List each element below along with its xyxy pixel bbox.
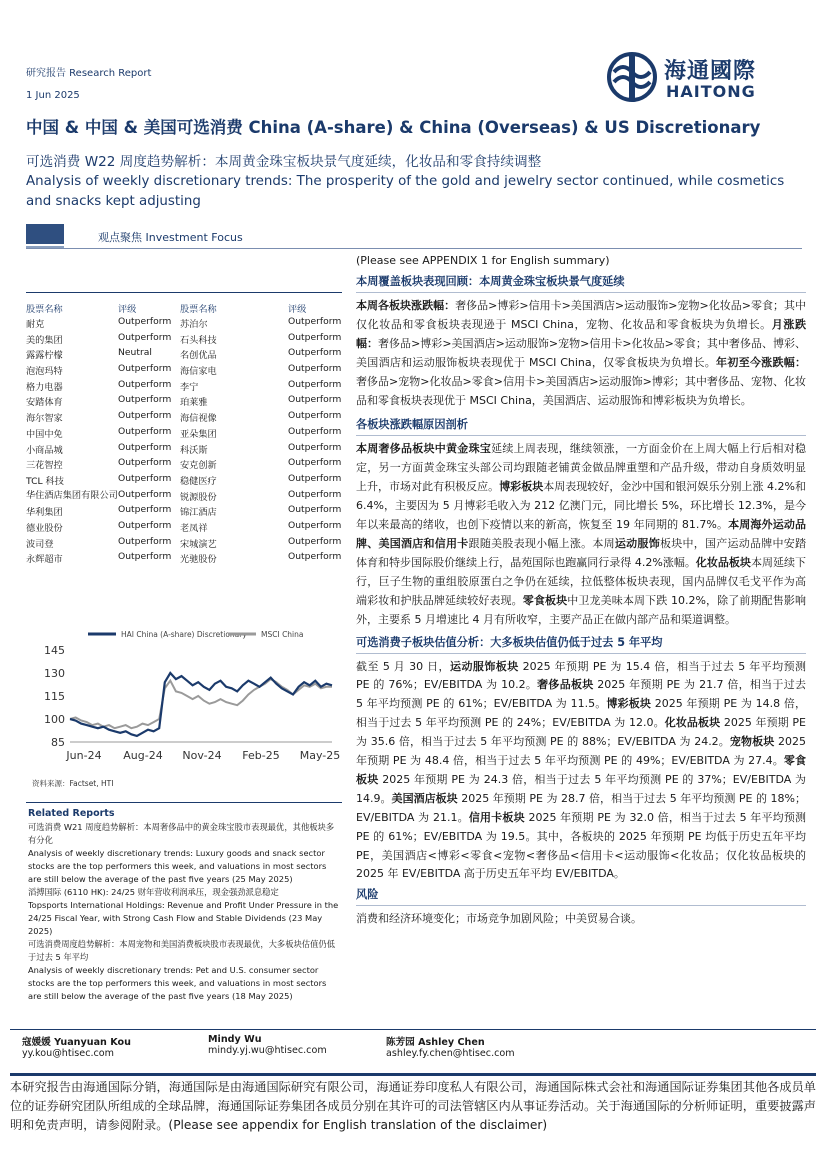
table-row [26,332,342,348]
focus-divider [26,248,802,249]
haitong-logo [606,52,771,102]
rating: Neutral [118,347,152,359]
author-block [386,1034,515,1059]
y-tick-label: 100 [44,713,65,726]
author-name: Mindy Wu [208,1034,262,1045]
stock-name: 小商品城 [26,444,63,456]
table-row [26,536,342,552]
valuation-paragraph [356,658,806,885]
rating: Outperform [118,457,172,469]
text: 奢侈品>宠物>化妆品>零食>信用卡>美国酒店>运动服饰>博彩；其中奢侈品、宠物、化妆品和零食板块表现优于 MSCI China，美国酒店、运动服饰和博彩板块为负增长。 [356,374,806,407]
stock-name: 光驰股份 [180,554,217,566]
stock-name: 泡泡玛特 [26,366,63,378]
author-name: 陈芳园 Ashley Chen [386,1037,485,1048]
author-email[interactable]: mindy.yj.wu@htisec.com [208,1045,327,1056]
stock-name: 三花智控 [26,460,63,472]
text: 板块中，国产运动品牌中安踏体育和特步国际股价继续上行，晶苑国际也跑赢同行录得 4.2%涨幅。 [356,536,807,569]
y-tick-label: 85 [51,736,65,749]
rating: Outperform [288,488,342,500]
stock-name: 老凤祥 [180,522,208,534]
x-tick-label: Nov-24 [182,749,222,762]
text: 2025 年预期 PE 为 21.7 倍，相当于过去 5 年平均预测 PE 的 61%；EV/EBITDA 为 11.5。 [356,678,806,711]
table-row [26,442,342,458]
section-heading-risk: 风险 [356,888,379,902]
bold-lead: 本周奢侈品板块中黄金珠宝 [356,442,492,456]
rating: Outperform [118,394,172,406]
stock-name: 李宁 [180,381,199,393]
bold-lead: 运动服饰 [614,536,660,550]
rating: Outperform [288,347,342,359]
stock-name: 亚朵集团 [180,428,217,440]
rating: Outperform [288,410,342,422]
text: 跟随美股表现小幅上涨。本周 [468,536,615,550]
table-row [26,394,342,410]
series-line [70,673,332,736]
header-rating: 评级 [118,304,137,315]
bold-lead: 博彩板块 [499,480,544,494]
text: 奢侈品>博彩>美国酒店>运动服饰>宠物>信用卡>化妆品>零食；其中奢侈品、博彩、美国酒店和运动服饰板块表现优于 MSCI China，仅零食板块为负增长。 [356,336,807,369]
bold-lead: 月涨跌幅： [356,317,807,350]
table-row [26,347,342,363]
rating: Outperform [288,551,342,563]
stock-name: 中国中免 [26,428,63,440]
bold-lead: 奢侈品板块 [537,678,594,692]
bold-lead: 美国酒店板块 [391,791,458,805]
section-heading-valuation: 可选消费子板块估值分析：大多板块估值仍低于过去 5 年平均 [356,635,663,649]
legend-label: MSCI China [261,630,304,639]
bold-lead: 零食板块 [356,754,806,786]
rating: Outperform [288,519,342,531]
stock-name: 露露柠檬 [26,350,63,362]
report-title: 中国 & 中国 & 美国可选消费 China (A-share) & China (Overseas) & US Discretionary [26,118,761,137]
bold-lead: 宠物板块 [729,735,775,749]
disclaimer-divider [10,1073,816,1076]
bold-lead: 本周各板块涨跌幅： [356,299,456,312]
rating: Outperform [118,472,172,484]
logo-cn: 海通國際 [664,59,757,84]
text: 2025 年预期 PE 为 14.8 倍，相当于过去 5 年平均预测 PE 的 24%；EV/EBITDA 为 12.0。 [356,697,806,730]
text: 2025 年预期 PE 为 28.7 倍，相当于过去 5 年平均预测 PE 的 18%；EV/EBITDA 为 21.1。 [356,791,806,824]
series-line [70,679,332,728]
y-tick-label: 130 [44,667,65,680]
rating: Outperform [288,394,342,406]
text: 延续上周表现，继续领涨，一方面金价在上周大幅上行后相对稳定，另一方面黄金珠宝头部公司均跟随老铺黄金做品牌重塑和产品升级，带动自身质效明显上升，市场对此有积极反应。 [356,442,806,494]
rating: Outperform [288,504,342,516]
rating: Outperform [118,441,172,453]
performance-chart [26,622,342,772]
section-divider [356,653,806,654]
rating: Outperform [118,363,172,375]
chart-source: 资料来源：Factset, HTI [32,779,114,788]
table-row [26,457,342,473]
x-tick-label: Feb-25 [242,749,280,762]
rating: Outperform [118,519,172,531]
author-block [208,1034,327,1056]
bold-lead: 博彩板块 [606,697,652,711]
report-date: 1 Jun 2025 [26,90,80,101]
section-heading-reasons: 各板块涨跌幅原因剖析 [356,418,468,432]
bold-lead: 信用卡板块 [468,810,525,824]
section-divider [356,292,806,293]
section-divider [356,435,806,436]
related-list [28,821,342,1003]
x-tick-label: Jun-24 [66,749,102,762]
bold-lead: 化妆品板块 [664,716,721,730]
rating: Outperform [118,535,172,547]
header-stock-name: 股票名称 [26,304,63,315]
rating: Outperform [288,535,342,547]
focus-label: 观点聚焦 Investment Focus [98,231,243,244]
table-header-row [26,300,342,316]
disclaimer: 本研究报告由海通国际分销，海通国际是由海通国际研究有限公司，海通证券印度私人有限公司，海通国际株式会社和海通国际证券集团其他各成员单位的证券研究团队所组成的全球品牌，海通国际证券集团各成员分别在其许可的司法管辖区内从事证券活动。关于海通国际的分析师证明，重要披露声明和免责声明，请参阅附录。(Please see appendix for English translation of the disclaimer) [10,1080,816,1133]
text: 2025 年预期 PE 为 48.4 倍，相当于过去 5 年平均预测 PE 的 49%；EV/EBITDA 为 27.4。 [356,735,806,768]
rating: Outperform [118,504,172,516]
stock-name: 安踏体育 [26,397,63,409]
legend-label: HAI China (A-share) Discretionary [121,630,247,639]
y-tick-label: 145 [44,644,65,657]
stock-name: 德业股份 [26,522,63,534]
related-item[interactable]: 可选消费 W21 周度趋势解析：本周奢侈品中的黄金珠宝股市表现最优，其他板块多有分化 [28,822,335,845]
stock-name: 美的集团 [26,334,63,346]
table-row [26,316,342,332]
rating: Outperform [288,457,342,469]
section-divider [356,905,806,906]
stock-name: 宋城演艺 [180,538,217,550]
author-block [22,1034,131,1059]
table-row [26,473,342,489]
bold-lead: 化妆品板块 [695,555,751,569]
stock-name: 格力电器 [26,381,63,393]
rating: Outperform [288,378,342,390]
stock-name: 石头科技 [180,334,217,346]
stock-name: 海信视像 [180,413,217,425]
table-row [26,379,342,395]
bold-lead: 运动服饰板块 [450,659,519,673]
stock-name: 华住酒店集团有限公司 [26,489,118,501]
table-row [26,489,342,505]
rating: Outperform [118,488,172,500]
rating: Outperform [118,410,172,422]
stock-name: 名创优品 [180,350,217,362]
stock-name: 耐克 [26,319,45,330]
table-top-divider [26,292,342,293]
author-name: 寇媛媛 Yuanyuan Kou [22,1037,131,1048]
stock-name: 锦江酒店 [180,507,217,519]
related-item[interactable]: 滔搏国际 (6110 HK): 24/25 财年营收利润承压，现金强劲派息稳定 [28,887,279,897]
subtitle-en: Analysis of weekly discretionary trends: The prosperity of the gold and jewelry sector continued, while cosmetics and snacks kept adjusting [26,174,785,209]
performance-paragraph [356,297,806,410]
text: 2025 年预期 PE 为 35.6 倍，相当于过去 5 年平均预测 PE 的 88%；EV/EBITDA 为 24.2。 [356,716,806,749]
header-rating: 评级 [288,304,307,315]
stock-name: 苏泊尔 [180,319,208,330]
related-item[interactable]: Topsports International Holdings: Revenue and Profit Under Pressure in the 24/25 Fiscal Year, with Strong Cash Flow and Stable Dividends (23 May 2025) [28,900,339,936]
stock-name: 科沃斯 [180,444,208,456]
text: 2025 年预期 PE 为 24.3 倍，相当于过去 5 年平均预测 PE 的 37%；EV/EBITDA 为 14.9。 [356,772,806,805]
table-row [26,520,342,536]
stock-name: 波司登 [26,538,54,550]
text: 2025 年预期 PE 为 32.0 倍，相当于过去 5 年平均预测 PE 的 61%；EV/EBITDA 为 19.5。其中，各板块的 2025 年预期 PE 均低于历史五年平均 PE，美国酒店<博彩<零食<宠物<奢侈品<信用卡<运动服饰<化妆品；仅化妆品板块的 2025 年 EV/EBITDA 高于历史五年平均 EV/EBITDA。 [356,810,806,881]
stock-name: 锐源股份 [180,491,217,503]
subtitle-cn: 可选消费 W22 周度趋势解析：本周黄金珠宝板块景气度延续，化妆品和零食持续调整 [26,154,542,170]
header-stock-name: 股票名称 [180,304,217,315]
bold-lead: 零食板块 [522,593,568,607]
related-divider [26,802,342,803]
stock-name: 珀莱雅 [180,397,208,409]
text: 2025 年预期 PE 为 15.4 倍，相当于过去 5 年平均预测 PE 的 76%；EV/EBITDA 为 10.2。 [356,659,807,692]
table-body [26,316,342,567]
related-item[interactable]: Analysis of weekly discretionary trends: Pet and U.S. consumer sector stocks are the top performers this week, and valuations in most sectors are still below the average of the past five years (18 May 2025) [28,965,327,1001]
stock-name: 安克创新 [180,460,217,472]
text: 本周表现较好，金沙中国和银河娱乐分别上涨 4.2%和 6.4%，主要因为 5 月博彩毛收入为 212 亿澳门元，同比增长 5%，环比增长 12.3%，是今年以来最高的绪收，也创下疫情以来的新高，恢复至 19 年同期的 81.7%。 [356,480,806,532]
table-row [26,551,342,567]
related-title: Related Reports [28,808,115,819]
rating: Outperform [118,551,172,563]
section-heading-performance: 本周覆盖板块表现回顾：本周黄金珠宝板块景气度延续 [356,275,625,288]
x-tick-label: May-25 [299,749,341,762]
related-item[interactable]: 可选消费周度趋势解析：本周宠物和美国消费板块股市表现最优，大多板块估值仍低于过去 5 年平均 [28,939,335,962]
rating: Outperform [288,316,342,327]
stock-name: TCL 科技 [26,475,64,487]
report-type: 研究报告 Research Report [26,68,152,79]
author-email[interactable]: yy.kou@htisec.com [22,1048,115,1059]
stock-rating-table [26,300,342,567]
x-tick-label: Aug-24 [123,749,163,762]
table-row [26,504,342,520]
rating: Outperform [118,425,172,437]
rating: Outperform [288,363,342,375]
stock-name: 永辉超市 [26,554,63,566]
stock-name: 稳健医疗 [180,475,217,487]
haitong-emblem-icon [606,52,658,102]
rating: Outperform [288,472,342,484]
rating: Outperform [288,425,342,437]
focus-marker [26,224,64,244]
authors-divider [10,1029,816,1030]
table-row [26,426,342,442]
text: 中卫龙美味本周下跌 10.2%，除了前期配售影响外，主要系 5 月增速比 4 月有所收窄，主要产品正在做内部产品和渠道调整。 [356,593,806,626]
y-tick-label: 115 [44,690,65,703]
bold-lead: 年初至今涨跌幅： [716,355,807,369]
main-text-column [356,252,806,929]
author-email[interactable]: ashley.fy.chen@htisec.com [386,1048,515,1059]
stock-name: 海尔智家 [26,413,63,425]
logo-en: HAITONG [666,82,756,101]
text: 奢侈品>博彩>信用卡>美国酒店>运动服饰>宠物>化妆品>零食；其中仅化妆品和零食板块表现逊于 MSCI China，宠物、化妆品和零食板块为负增长。 [356,299,807,331]
risk-paragraph: 消费和经济环境变化；市场竞争加剧风险；中美贸易合谈。 [356,912,642,926]
stock-name: 华利集团 [26,507,63,519]
reasons-paragraph [356,440,806,629]
rating: Outperform [118,316,172,327]
english-summary-note: (Please see APPENDIX 1 for English summary) [356,254,610,267]
stock-name: 海信家电 [180,366,217,378]
bold-lead: 本周海外运动品牌、美国酒店和信用卡 [356,518,807,550]
rating: Outperform [288,331,342,343]
rating: Outperform [118,378,172,390]
table-row [26,410,342,426]
table-row [26,363,342,379]
related-item[interactable]: Analysis of weekly discretionary trends: Luxury goods and snack sector stocks are the top performers this week, and valuations in most sectors are still below the average of the past five years (25 May 2025) [28,848,327,884]
rating: Outperform [288,441,342,453]
rating: Outperform [118,331,172,343]
text: 截至 5 月 30 日， [356,659,451,673]
chart-svg [26,622,342,772]
text: 本周延续下行，巨子生物的重组胶原蛋白之争仍在延续，拉低整体板块表现，国内品牌仅毛戈平作为高端彩妆和护肤品牌延续较好表现。 [356,555,807,607]
